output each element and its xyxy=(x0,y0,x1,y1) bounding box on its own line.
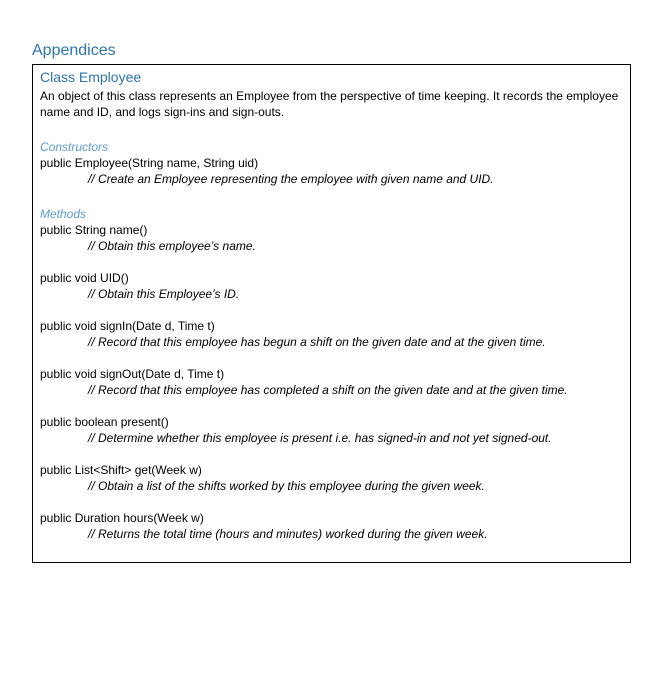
method-comment-present: // Determine whether this employee is present i.e. has signed-in and not yet signed-out. xyxy=(88,431,552,445)
constructor-comment: // Create an Employee representing the employee with given name and UID. xyxy=(88,172,494,186)
method-comment-signin: // Record that this employee has begun a shift on the given date and at the given time. xyxy=(88,335,546,349)
method-comment-signout: // Record that this employee has completed a shift on the given date and at the given time. xyxy=(88,383,568,397)
method-signature-present: public boolean present() xyxy=(40,415,169,429)
method-comment-uid: // Obtain this Employee’s ID. xyxy=(88,287,240,301)
method-signature-name: public String name() xyxy=(40,223,148,237)
constructors-label: Constructors xyxy=(40,140,109,154)
method-comment-get: // Obtain a list of the shifts worked by this employee during the given week. xyxy=(88,479,485,493)
class-title: Class Employee xyxy=(40,69,142,85)
class-spec-box xyxy=(32,64,631,563)
method-comment-hours: // Returns the total time (hours and minutes) worked during the given week. xyxy=(88,527,488,541)
constructor-signature: public Employee(String name, String uid) xyxy=(40,156,259,170)
method-comment-name: // Obtain this employee’s name. xyxy=(88,239,256,253)
method-signature-uid: public void UID() xyxy=(40,271,129,285)
class-spec-content xyxy=(40,69,624,542)
method-signature-signin: public void signIn(Date d, Time t) xyxy=(40,319,215,333)
appendices-heading: Appendices xyxy=(32,42,116,59)
methods-label: Methods xyxy=(40,207,87,221)
method-signature-get: public List<Shift> get(Week w) xyxy=(40,463,202,477)
class-description: An object of this class represents an Employee from the perspective of time keeping. It records the employee name and ID, and logs sign-ins and sign-outs. xyxy=(40,89,619,119)
method-signature-signout: public void signOut(Date d, Time t) xyxy=(40,367,225,381)
method-signature-hours: public Duration hours(Week w) xyxy=(40,511,204,525)
